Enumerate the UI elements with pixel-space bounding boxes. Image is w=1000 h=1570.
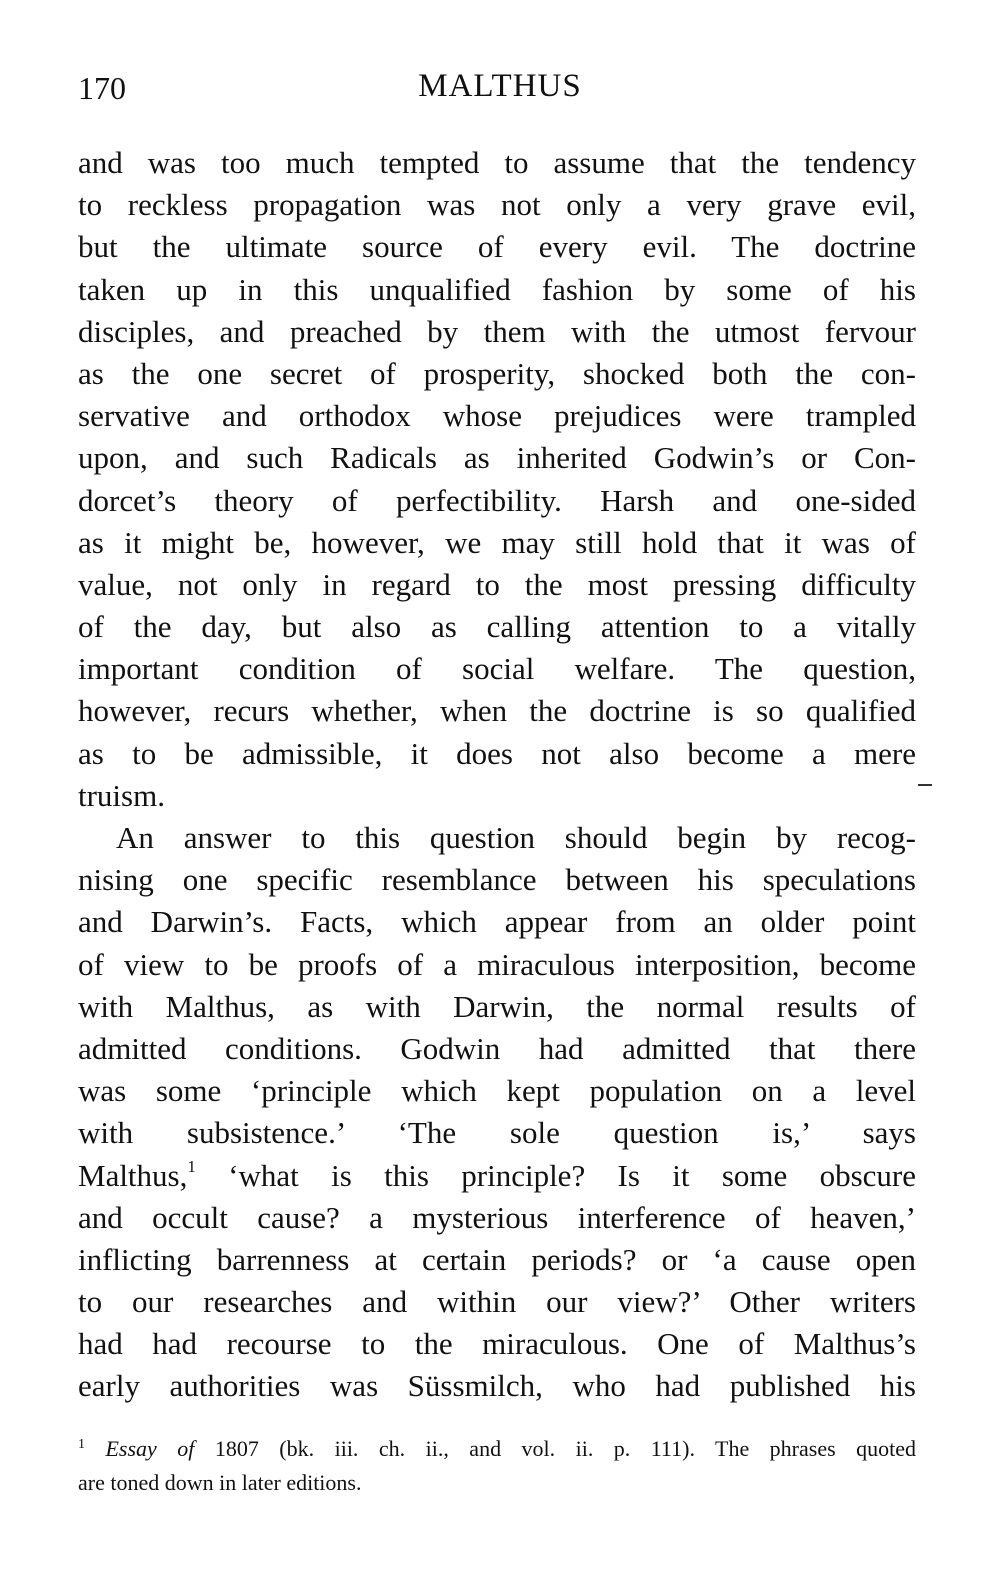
line-text: and Darwin’s. Facts, which appear from an older point: [78, 904, 916, 940]
text-line: [78, 817, 916, 859]
line-text: and occult cause? a mysterious interference of heaven,’: [78, 1199, 916, 1235]
line-text: and was too much tempted to assume that the tendency: [78, 145, 916, 180]
text-line: [78, 733, 916, 775]
text-line: [78, 986, 916, 1028]
text-line: [78, 1197, 916, 1239]
body-text: [78, 142, 916, 1408]
text-line: [78, 226, 916, 268]
footnote-line: are toned down in later editions.: [78, 1470, 362, 1495]
line-text: with subsistence.’ ‘The sole question is,’ says: [78, 1115, 916, 1151]
text-line: [78, 480, 916, 522]
footnote-title: Essay of: [105, 1436, 195, 1461]
text-line: [78, 184, 916, 226]
text-line: [78, 311, 916, 353]
text-line: [78, 1028, 916, 1070]
line-text: truism.: [78, 777, 165, 813]
text-line: [78, 901, 916, 943]
line-text: but the ultimate source of every evil. The doctrine: [78, 229, 916, 265]
text-line: [78, 944, 916, 986]
text-line: [78, 1155, 916, 1197]
line-text: as to be admissible, it does not also become a mere: [78, 735, 916, 771]
footnote-reference: 1: [187, 1156, 196, 1176]
text-line: [78, 564, 916, 606]
line-text: as the one secret of prosperity, shocked both the con-: [78, 355, 916, 391]
text-line: [78, 269, 916, 311]
line-text: admitted conditions. Godwin had admitted that there: [78, 1030, 916, 1066]
line-text: inflicting barrenness at certain periods? or ‘a cause open: [78, 1241, 916, 1277]
line-text: early authorities was Süssmilch, who had published his: [78, 1368, 916, 1404]
line-text: to reckless propagation was not only a very grave evil,: [78, 187, 916, 223]
line-text: important condition of social welfare. The question,: [78, 651, 916, 687]
text-line: [78, 437, 916, 479]
running-head: MALTHUS: [418, 68, 582, 104]
line-text: had had recourse to the miraculous. One of Malthus’s: [78, 1326, 916, 1362]
text-line: [78, 1070, 916, 1112]
line-text: An answer to this question should begin by recog-: [116, 820, 916, 855]
footnote: [78, 1432, 916, 1500]
text-line: [78, 606, 916, 648]
footnote-text: 1807 (bk. iii. ch. ii., and vol. ii. p. 111). The phrases quoted: [194, 1436, 916, 1461]
line-text: of the day, but also as calling attention to a vitally: [78, 609, 916, 645]
line-text: with Malthus, as with Darwin, the normal results of: [78, 988, 916, 1024]
text-line: [78, 1281, 916, 1323]
line-text: nising one specific resemblance between his speculations: [78, 862, 916, 898]
line-text: dorcet’s theory of perfectibility. Harsh and one-sided: [78, 482, 916, 518]
text-line: [78, 1365, 916, 1407]
text-line: [78, 859, 916, 901]
text-line: [78, 142, 916, 184]
text-line: [78, 648, 916, 690]
page-number: 170: [78, 70, 126, 106]
text-line: [78, 395, 916, 437]
text-line: [78, 1239, 916, 1281]
line-text: disciples, and preached by them with the utmost fervour: [78, 313, 916, 349]
footnote-marker: 1: [78, 1437, 85, 1452]
line-text: however, recurs whether, when the doctrine is so qualified: [78, 693, 916, 729]
line-text: of view to be proofs of a miraculous interposition, become: [78, 946, 916, 982]
line-text: upon, and such Radicals as inherited Godwin’s or Con-: [78, 440, 916, 476]
text-line: [78, 690, 916, 732]
line-text: value, not only in regard to the most pressing difficulty: [78, 566, 916, 602]
line-text: to our researches and within our view?’ Other writers: [78, 1284, 916, 1320]
margin-mark: [918, 784, 932, 786]
text-line: [78, 1112, 916, 1154]
text-line: [78, 522, 916, 564]
text-line: [78, 1323, 916, 1365]
footnote-line: [78, 1432, 916, 1466]
line-text: servative and orthodox whose prejudices were trampled: [78, 398, 916, 434]
line-text: ‘what is this principle? Is it some obscure: [195, 1157, 916, 1193]
line-text: was some ‘principle which kept population on a level: [78, 1073, 916, 1109]
line-text: Malthus,: [78, 1157, 188, 1193]
text-line: [78, 775, 916, 817]
line-text: taken up in this unqualified fashion by some of his: [78, 271, 916, 307]
text-line: [78, 353, 916, 395]
line-text: as it might be, however, we may still hold that it was of: [78, 524, 916, 560]
